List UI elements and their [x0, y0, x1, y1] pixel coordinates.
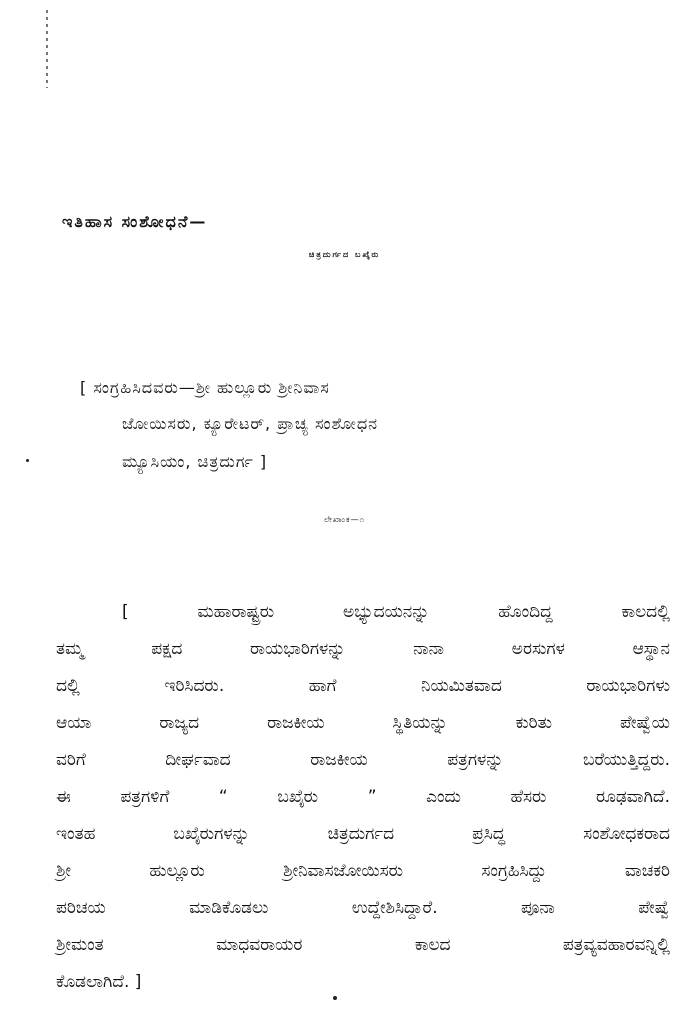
scan-edge-mark — [46, 10, 48, 88]
document-number: ಲೇಖಾಂಕ—೧ — [323, 515, 366, 524]
body-line: ಶ್ರೀ ಹುಲ್ಲೂರು ಶ್ರೀನಿವಾಸಜೋಯಿಸರು ಸಂಗ್ರಹಿಸಿದ್ದು ವಾಚಕರಿ — [56, 861, 670, 881]
body-line: [ ಮಹಾರಾಷ್ಟ್ರರು ಅಭ್ಯುದಯನನ್ನು ಹೊಂದಿದ್ದ ಕಾಲದಲ್ಲಿ — [122, 602, 670, 622]
credit-line: [ ಸಂಗ್ರಹಿಸಿದವರು—ಶ್ರೀ ಹುಲ್ಲೂರು ಶ್ರೀನಿವಾಸ — [80, 378, 330, 397]
credit-line: ಜೋಯಿಸರು, ಕ್ಯೂರೇಟರ್, ಪ್ರಾಚ್ಯ ಸಂಶೋಧನ — [122, 414, 379, 433]
body-line: ಈ ಪತ್ರಗಳಿಗೆ “ ಬಖೈರು ” ಎಂದು ಹೆಸರು ರೂಢವಾಗಿದೆ. — [56, 787, 670, 807]
body-line: ಶ್ರೀಮಂತ ಮಾಧವರಾಯರ ಕಾಲದ ಪತ್ರವ್ಯವಹಾರವನ್ನಿಲ್ಲಿ — [56, 935, 670, 955]
body-line: ತಮ್ಮ ಪಕ್ಷದ ರಾಯಭಾರಿಗಳನ್ನು ನಾನಾ ಅರಸುಗಳ ಆಸ್ಥಾನ — [56, 639, 670, 659]
body-line: ವರಿಗೆ ದೀರ್ಘವಾದ ರಾಜಕೀಯ ಪತ್ರಗಳನ್ನು ಬರೆಯುತ್ತಿದ್ದರು. — [56, 750, 670, 770]
section-label: ಇತಿಹಾಸ ಸಂಶೋಧನೆ— — [62, 212, 208, 231]
body-line: ಕೊಡಲಾಗಿದೆ. ] — [56, 972, 142, 992]
ink-speck — [333, 996, 337, 1000]
body-line: ಇಂತಹ ಬಖೈರುಗಳನ್ನು ಚಿತ್ರದುರ್ಗದ ಪ್ರಸಿದ್ಧ ಸಂಶೋಧಕರಾದ — [56, 824, 670, 844]
credit-line: ಮ್ಯೂಸಿಯಂ, ಚಿತ್ರದುರ್ಗ ] — [122, 452, 268, 471]
body-line: ದಲ್ಲಿ ಇರಿಸಿದರು. ಹಾಗೆ ನಿಯಮಿತವಾದ ರಾಯಭಾರಿಗಳು — [56, 676, 670, 696]
body-line: ಆಯಾ ರಾಜ್ಯದ ರಾಜಕೀಯ ಸ್ಥಿತಿಯನ್ನು ಕುರಿತು ಪೇಷ್ವೆಯ — [56, 713, 670, 733]
article-title: ಚಿತ್ರದುರ್ಗದ ಬಖೈರು — [308, 250, 381, 259]
ink-speck — [26, 459, 29, 462]
body-line: ಪರಿಚಯ ಮಾಡಿಕೊಡಲು ಉದ್ದೇಶಿಸಿದ್ದಾರೆ. ಪೂನಾ ಪೇಷ್ವೆ — [56, 898, 670, 918]
